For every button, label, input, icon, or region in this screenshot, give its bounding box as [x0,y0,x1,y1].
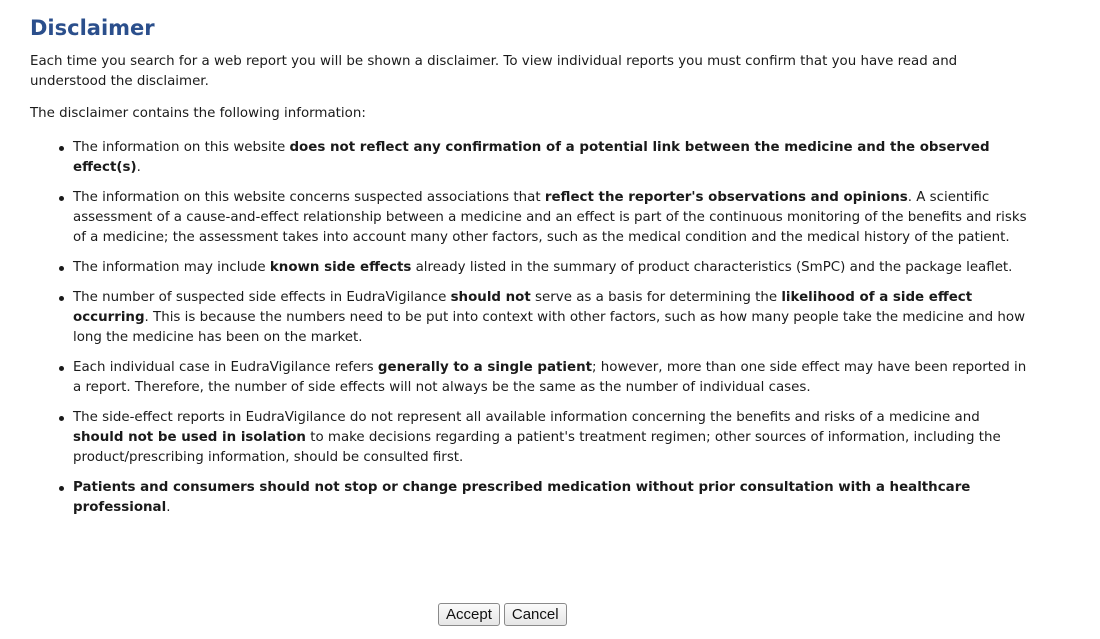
point-text: The information on this website [73,140,290,155]
point-text: ; however, more than one side effect may have been reported in a report. Therefore, the number of side effects will not always be the same as the number of individual cases. [73,360,1027,395]
disclaimer-point [73,188,1030,248]
accept-button[interactable]: Accept [438,603,500,626]
point-text: The number of suspected side effects in EudraVigilance [73,290,451,305]
disclaimer-point [73,358,1030,398]
point-text: already listed in the summary of product characteristics (SmPC) and the package leaflet. [411,260,1013,275]
emphasis-text: known side effects [269,260,412,275]
point-text: The side-effect reports in EudraVigilance do not represent all available information concerning the benefits and risks of a medicine and [73,410,980,425]
emphasis-text: should not [450,290,531,305]
disclaimer-point [73,288,1030,348]
point-text: The information may include [73,260,270,275]
action-buttons [438,603,567,626]
intro-text: Each time you search for a web report you will be shown a disclaimer. To view individual reports you must confirm that you have read and understood the disclaimer. [30,54,958,89]
disclaimer-point [73,138,1030,178]
point-text: The information on this website concerns suspected associations that [73,190,545,205]
point-text: to make decisions regarding a patient's treatment regimen; other sources of information, including the product/prescribing information, should be consulted first. [73,430,1001,465]
emphasis-text: reflect the reporter's observations and opinions [544,190,908,205]
point-text: Each individual case in EudraVigilance refers [73,360,378,375]
disclaimer-points-list [30,138,1030,518]
emphasis-text: Patients and consumers should not stop or change prescribed medication without prior consultation with a healthcare professional [73,480,971,515]
disclaimer-point [73,258,1030,278]
point-text: . [136,160,141,175]
point-text: serve as a basis for determining the [530,290,782,305]
emphasis-text: generally to a single patient [377,360,592,375]
disclaimer-point [73,478,1030,518]
page-title: Disclaimer [30,16,155,40]
lead-text: The disclaimer contains the following information: [30,106,366,121]
disclaimer-point [73,408,1030,468]
point-text: . [166,500,171,515]
point-text: . This is because the numbers need to be put into context with other factors, such as how many people take the medicine and how long the medicine has been on the market. [73,310,1026,345]
emphasis-text: does not reflect any confirmation of a potential link between the medicine and the observed effect(s) [73,140,990,175]
emphasis-text: should not be used in isolation [73,430,306,445]
emphasis-text: likelihood of a side effect occurring [73,290,973,325]
disclaimer-page [30,0,1030,528]
cancel-button[interactable]: Cancel [504,603,567,626]
point-text: . A scientific assessment of a cause-and-effect relationship between a medicine and an effect is part of the continuous monitoring of the benefits and risks of a medicine; the assessment takes into account many other factors, such as the medical condition and the medical history of the patient. [73,190,1027,245]
